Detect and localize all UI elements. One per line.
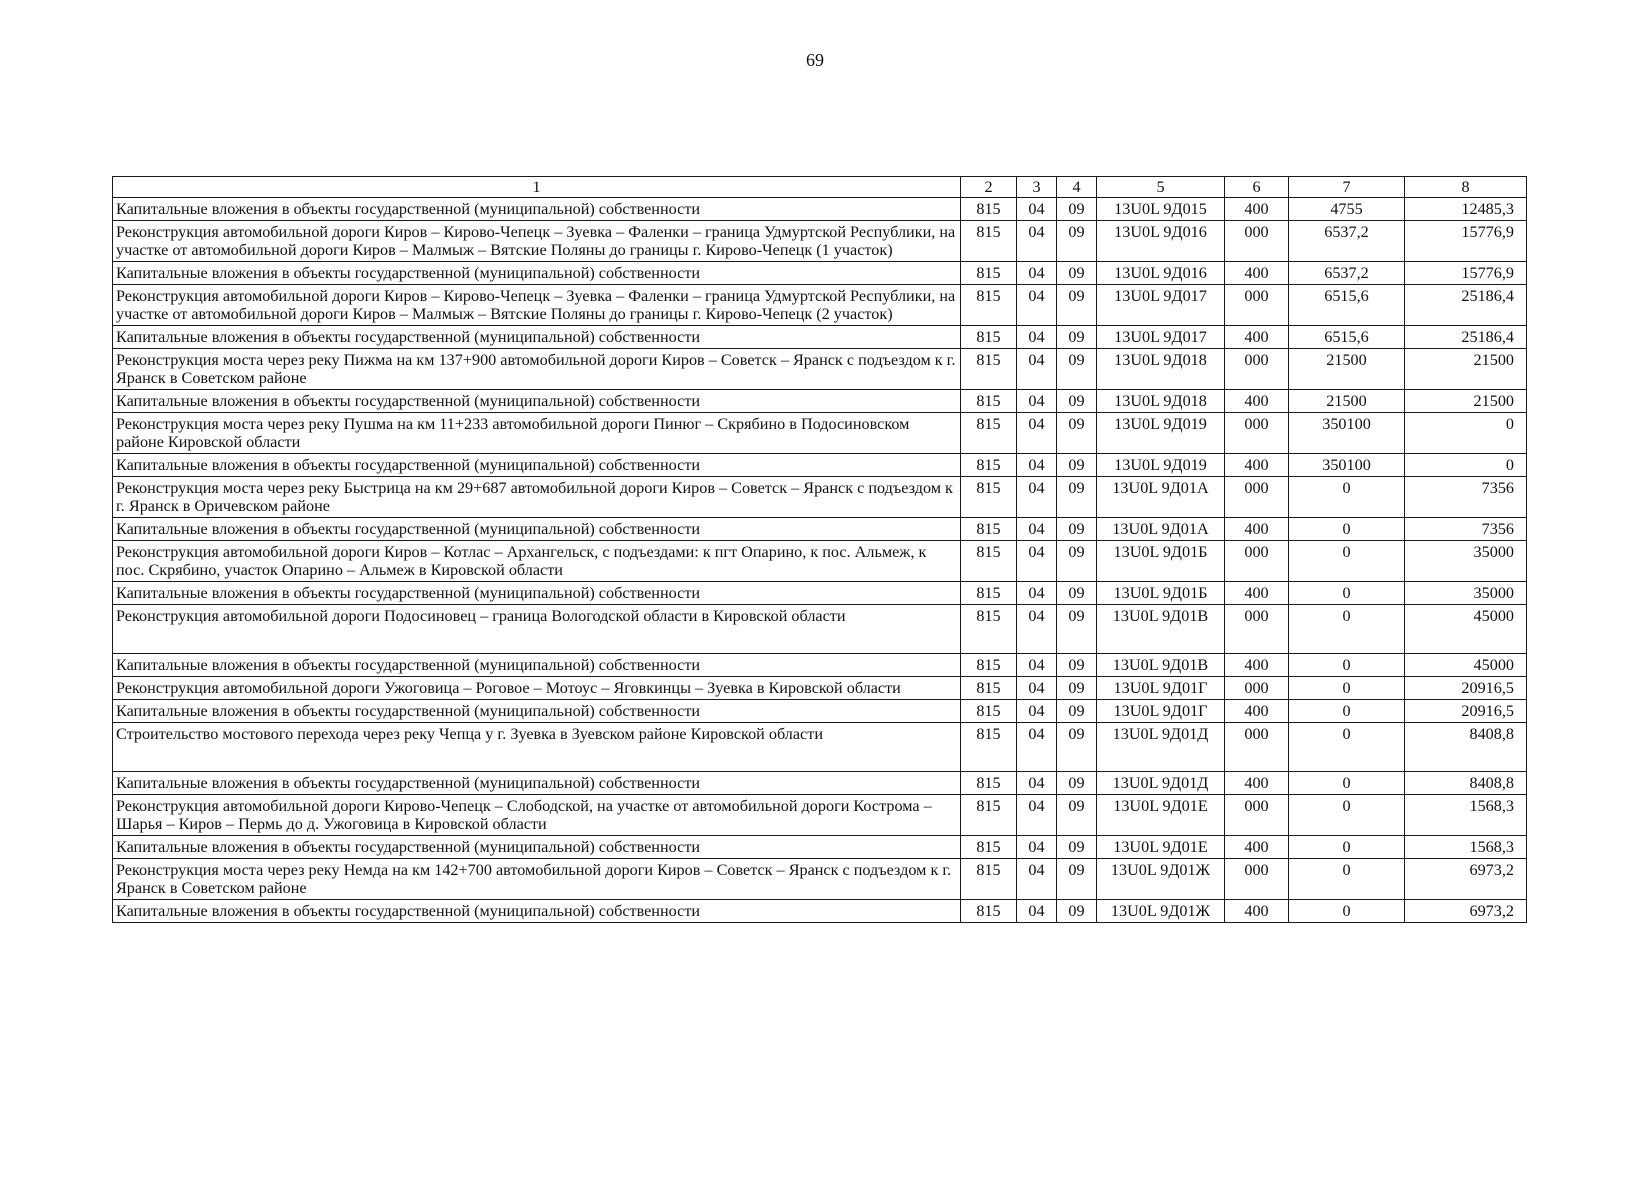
section-cell: 04 — [1017, 541, 1057, 582]
expense-type-cell: 000 — [1225, 413, 1289, 454]
amount-year-1-cell: 6515,6 — [1289, 285, 1405, 326]
target-article-cell: 13U0L 9Д018 — [1097, 390, 1225, 413]
target-article-cell: 13U0L 9Д01А — [1097, 518, 1225, 541]
table-row — [113, 221, 1527, 262]
expense-type-cell: 400 — [1225, 262, 1289, 285]
table-row — [113, 454, 1527, 477]
admin-code-cell: 815 — [961, 198, 1017, 221]
expense-type-cell: 000 — [1225, 677, 1289, 700]
admin-code-cell: 815 — [961, 454, 1017, 477]
table-row — [113, 723, 1527, 772]
target-article-cell: 13U0L 9Д016 — [1097, 262, 1225, 285]
admin-code-cell: 815 — [961, 326, 1017, 349]
subsection-cell: 09 — [1057, 413, 1097, 454]
admin-code-cell: 815 — [961, 900, 1017, 923]
amount-year-2-cell: 1568,3 — [1405, 836, 1527, 859]
table-row — [113, 285, 1527, 326]
amount-year-2-cell: 8408,8 — [1405, 723, 1527, 772]
table-header — [113, 177, 1527, 198]
target-article-cell: 13U0L 9Д01Д — [1097, 723, 1225, 772]
admin-code-cell: 815 — [961, 518, 1017, 541]
target-article-cell: 13U0L 9Д01В — [1097, 654, 1225, 677]
amount-year-1-cell: 21500 — [1289, 390, 1405, 413]
table-row — [113, 836, 1527, 859]
amount-year-2-cell: 6973,2 — [1405, 900, 1527, 923]
item-name-cell: Капитальные вложения в объекты государственной (муниципальной) собственности — [113, 518, 961, 541]
header-col-7: 7 — [1289, 177, 1405, 198]
item-name-cell: Капитальные вложения в объекты государственной (муниципальной) собственности — [113, 654, 961, 677]
admin-code-cell: 815 — [961, 349, 1017, 390]
item-name-cell: Реконструкция автомобильной дороги Киров – Котлас – Архангельск, с подъездами: к пгт Опарино, к пос. Альмеж, к пос. Скрябино, участок Опарино – Альмеж в Кировской области — [113, 541, 961, 582]
admin-code-cell: 815 — [961, 836, 1017, 859]
table-row — [113, 477, 1527, 518]
target-article-cell: 13U0L 9Д01Б — [1097, 582, 1225, 605]
table-body — [113, 198, 1527, 923]
table-row — [113, 413, 1527, 454]
item-name-cell: Капитальные вложения в объекты государственной (муниципальной) собственности — [113, 262, 961, 285]
budget-table-wrapper — [112, 176, 1526, 923]
admin-code-cell: 815 — [961, 413, 1017, 454]
item-name-cell: Капитальные вложения в объекты государственной (муниципальной) собственности — [113, 326, 961, 349]
admin-code-cell: 815 — [961, 221, 1017, 262]
amount-year-1-cell: 6537,2 — [1289, 221, 1405, 262]
amount-year-2-cell: 45000 — [1405, 605, 1527, 654]
section-cell: 04 — [1017, 198, 1057, 221]
item-name-cell: Реконструкция автомобильной дороги Подосиновец – граница Вологодской области в Кировской области — [113, 605, 961, 654]
expense-type-cell: 000 — [1225, 795, 1289, 836]
subsection-cell: 09 — [1057, 454, 1097, 477]
amount-year-1-cell: 21500 — [1289, 349, 1405, 390]
amount-year-1-cell: 0 — [1289, 723, 1405, 772]
subsection-cell: 09 — [1057, 541, 1097, 582]
item-name-cell: Реконструкция автомобильной дороги Кирово-Чепецк – Слободской, на участке от автомобильной дороги Кострома – Шарья – Киров – Пермь до д. Ужоговица в Кировской области — [113, 795, 961, 836]
amount-year-2-cell: 8408,8 — [1405, 772, 1527, 795]
amount-year-1-cell: 0 — [1289, 518, 1405, 541]
subsection-cell: 09 — [1057, 326, 1097, 349]
amount-year-2-cell: 35000 — [1405, 582, 1527, 605]
section-cell: 04 — [1017, 836, 1057, 859]
target-article-cell: 13U0L 9Д01Д — [1097, 772, 1225, 795]
amount-year-1-cell: 0 — [1289, 900, 1405, 923]
expense-type-cell: 000 — [1225, 859, 1289, 900]
subsection-cell: 09 — [1057, 605, 1097, 654]
amount-year-2-cell: 21500 — [1405, 349, 1527, 390]
target-article-cell: 13U0L 9Д01А — [1097, 477, 1225, 518]
admin-code-cell: 815 — [961, 390, 1017, 413]
expense-type-cell: 400 — [1225, 700, 1289, 723]
header-col-5: 5 — [1097, 177, 1225, 198]
amount-year-2-cell: 0 — [1405, 413, 1527, 454]
target-article-cell: 13U0L 9Д019 — [1097, 413, 1225, 454]
item-name-cell: Капитальные вложения в объекты государственной (муниципальной) собственности — [113, 582, 961, 605]
table-row — [113, 582, 1527, 605]
section-cell: 04 — [1017, 582, 1057, 605]
expense-type-cell: 000 — [1225, 349, 1289, 390]
item-name-cell: Капитальные вложения в объекты государственной (муниципальной) собственности — [113, 454, 961, 477]
table-row — [113, 262, 1527, 285]
header-col-8: 8 — [1405, 177, 1527, 198]
section-cell: 04 — [1017, 390, 1057, 413]
admin-code-cell: 815 — [961, 654, 1017, 677]
item-name-cell: Капитальные вложения в объекты государственной (муниципальной) собственности — [113, 900, 961, 923]
amount-year-1-cell: 0 — [1289, 772, 1405, 795]
target-article-cell: 13U0L 9Д019 — [1097, 454, 1225, 477]
section-cell: 04 — [1017, 772, 1057, 795]
amount-year-1-cell: 0 — [1289, 836, 1405, 859]
expense-type-cell: 400 — [1225, 198, 1289, 221]
admin-code-cell: 815 — [961, 605, 1017, 654]
expense-type-cell: 000 — [1225, 605, 1289, 654]
target-article-cell: 13U0L 9Д018 — [1097, 349, 1225, 390]
page-number: 69 — [806, 50, 824, 70]
amount-year-1-cell: 6537,2 — [1289, 262, 1405, 285]
item-name-cell: Строительство мостового перехода через реку Чепца у г. Зуевка в Зуевском районе Кировской области — [113, 723, 961, 772]
item-name-cell: Капитальные вложения в объекты государственной (муниципальной) собственности — [113, 772, 961, 795]
subsection-cell: 09 — [1057, 654, 1097, 677]
expense-type-cell: 400 — [1225, 390, 1289, 413]
target-article-cell: 13U0L 9Д015 — [1097, 198, 1225, 221]
table-row — [113, 390, 1527, 413]
admin-code-cell: 815 — [961, 285, 1017, 326]
amount-year-2-cell: 6973,2 — [1405, 859, 1527, 900]
subsection-cell: 09 — [1057, 582, 1097, 605]
expense-type-cell: 400 — [1225, 900, 1289, 923]
amount-year-2-cell: 7356 — [1405, 477, 1527, 518]
subsection-cell: 09 — [1057, 349, 1097, 390]
section-cell: 04 — [1017, 677, 1057, 700]
header-row — [113, 177, 1527, 198]
table-row — [113, 541, 1527, 582]
expense-type-cell: 000 — [1225, 477, 1289, 518]
item-name-cell: Реконструкция автомобильной дороги Киров – Кирово-Чепецк – Зуевка – Фаленки – граница Удмуртской Республики, на участке от автомобильной дороги Киров – Малмыж – Вятские Поляны до границы г. Кирово-Чепецк (1 участок) — [113, 221, 961, 262]
table-row — [113, 198, 1527, 221]
subsection-cell: 09 — [1057, 390, 1097, 413]
admin-code-cell: 815 — [961, 859, 1017, 900]
amount-year-2-cell: 21500 — [1405, 390, 1527, 413]
item-name-cell: Реконструкция автомобильной дороги Киров – Кирово-Чепецк – Зуевка – Фаленки – граница Удмуртской Республики, на участке от автомобильной дороги Киров – Малмыж – Вятские Поляны до границы г. Кирово-Чепецк (2 участок) — [113, 285, 961, 326]
target-article-cell: 13U0L 9Д01Г — [1097, 677, 1225, 700]
table-row — [113, 795, 1527, 836]
target-article-cell: 13U0L 9Д01В — [1097, 605, 1225, 654]
amount-year-1-cell: 4755 — [1289, 198, 1405, 221]
section-cell: 04 — [1017, 859, 1057, 900]
section-cell: 04 — [1017, 477, 1057, 518]
expense-type-cell: 400 — [1225, 326, 1289, 349]
amount-year-2-cell: 12485,3 — [1405, 198, 1527, 221]
item-name-cell: Реконструкция моста через реку Немда на км 142+700 автомобильной дороги Киров – Советск – Яранск с подъездом к г. Яранск в Советском районе — [113, 859, 961, 900]
admin-code-cell: 815 — [961, 677, 1017, 700]
section-cell: 04 — [1017, 221, 1057, 262]
subsection-cell: 09 — [1057, 859, 1097, 900]
amount-year-1-cell: 350100 — [1289, 454, 1405, 477]
target-article-cell: 13U0L 9Д01Ж — [1097, 859, 1225, 900]
admin-code-cell: 815 — [961, 262, 1017, 285]
table-row — [113, 772, 1527, 795]
amount-year-1-cell: 0 — [1289, 541, 1405, 582]
section-cell: 04 — [1017, 349, 1057, 390]
target-article-cell: 13U0L 9Д01Г — [1097, 700, 1225, 723]
item-name-cell: Капитальные вложения в объекты государственной (муниципальной) собственности — [113, 198, 961, 221]
section-cell: 04 — [1017, 413, 1057, 454]
item-name-cell: Реконструкция моста через реку Быстрица на км 29+687 автомобильной дороги Киров – Советск – Яранск с подъездом к г. Яранск в Оричевском районе — [113, 477, 961, 518]
admin-code-cell: 815 — [961, 541, 1017, 582]
amount-year-2-cell: 35000 — [1405, 541, 1527, 582]
target-article-cell: 13U0L 9Д01Е — [1097, 795, 1225, 836]
expense-type-cell: 000 — [1225, 285, 1289, 326]
amount-year-2-cell: 25186,4 — [1405, 285, 1527, 326]
section-cell: 04 — [1017, 518, 1057, 541]
expense-type-cell: 400 — [1225, 454, 1289, 477]
item-name-cell: Реконструкция моста через реку Пушма на км 11+233 автомобильной дороги Пинюг – Скрябино в Подосиновском районе Кировской области — [113, 413, 961, 454]
expense-type-cell: 400 — [1225, 518, 1289, 541]
amount-year-1-cell: 0 — [1289, 795, 1405, 836]
amount-year-2-cell: 25186,4 — [1405, 326, 1527, 349]
admin-code-cell: 815 — [961, 477, 1017, 518]
amount-year-2-cell: 1568,3 — [1405, 795, 1527, 836]
expense-type-cell: 000 — [1225, 723, 1289, 772]
admin-code-cell: 815 — [961, 582, 1017, 605]
target-article-cell: 13U0L 9Д01Е — [1097, 836, 1225, 859]
header-col-1: 1 — [113, 177, 961, 198]
expense-type-cell: 400 — [1225, 836, 1289, 859]
admin-code-cell: 815 — [961, 700, 1017, 723]
amount-year-1-cell: 0 — [1289, 582, 1405, 605]
table-row — [113, 349, 1527, 390]
item-name-cell: Реконструкция моста через реку Пижма на км 137+900 автомобильной дороги Киров – Советск – Яранск с подъездом к г. Яранск в Советском районе — [113, 349, 961, 390]
item-name-cell: Капитальные вложения в объекты государственной (муниципальной) собственности — [113, 700, 961, 723]
target-article-cell: 13U0L 9Д017 — [1097, 326, 1225, 349]
amount-year-2-cell: 15776,9 — [1405, 221, 1527, 262]
budget-table — [112, 176, 1527, 923]
expense-type-cell: 000 — [1225, 221, 1289, 262]
subsection-cell: 09 — [1057, 285, 1097, 326]
amount-year-1-cell: 0 — [1289, 605, 1405, 654]
subsection-cell: 09 — [1057, 518, 1097, 541]
admin-code-cell: 815 — [961, 795, 1017, 836]
subsection-cell: 09 — [1057, 477, 1097, 518]
amount-year-1-cell: 6515,6 — [1289, 326, 1405, 349]
table-row — [113, 677, 1527, 700]
section-cell: 04 — [1017, 654, 1057, 677]
admin-code-cell: 815 — [961, 723, 1017, 772]
table-row — [113, 518, 1527, 541]
table-row — [113, 700, 1527, 723]
subsection-cell: 09 — [1057, 198, 1097, 221]
section-cell: 04 — [1017, 326, 1057, 349]
amount-year-2-cell: 0 — [1405, 454, 1527, 477]
admin-code-cell: 815 — [961, 772, 1017, 795]
subsection-cell: 09 — [1057, 900, 1097, 923]
header-col-6: 6 — [1225, 177, 1289, 198]
subsection-cell: 09 — [1057, 677, 1097, 700]
section-cell: 04 — [1017, 454, 1057, 477]
target-article-cell: 13U0L 9Д01Ж — [1097, 900, 1225, 923]
section-cell: 04 — [1017, 700, 1057, 723]
amount-year-1-cell: 0 — [1289, 654, 1405, 677]
amount-year-2-cell: 15776,9 — [1405, 262, 1527, 285]
table-row — [113, 654, 1527, 677]
section-cell: 04 — [1017, 723, 1057, 772]
subsection-cell: 09 — [1057, 221, 1097, 262]
expense-type-cell: 400 — [1225, 582, 1289, 605]
header-col-3: 3 — [1017, 177, 1057, 198]
subsection-cell: 09 — [1057, 700, 1097, 723]
section-cell: 04 — [1017, 795, 1057, 836]
table-row — [113, 900, 1527, 923]
table-row — [113, 605, 1527, 654]
amount-year-1-cell: 350100 — [1289, 413, 1405, 454]
section-cell: 04 — [1017, 262, 1057, 285]
subsection-cell: 09 — [1057, 772, 1097, 795]
expense-type-cell: 400 — [1225, 654, 1289, 677]
item-name-cell: Капитальные вложения в объекты государственной (муниципальной) собственности — [113, 390, 961, 413]
item-name-cell: Капитальные вложения в объекты государственной (муниципальной) собственности — [113, 836, 961, 859]
table-row — [113, 326, 1527, 349]
section-cell: 04 — [1017, 900, 1057, 923]
amount-year-2-cell: 7356 — [1405, 518, 1527, 541]
section-cell: 04 — [1017, 285, 1057, 326]
subsection-cell: 09 — [1057, 262, 1097, 285]
expense-type-cell: 400 — [1225, 772, 1289, 795]
subsection-cell: 09 — [1057, 723, 1097, 772]
subsection-cell: 09 — [1057, 836, 1097, 859]
header-col-4: 4 — [1057, 177, 1097, 198]
section-cell: 04 — [1017, 605, 1057, 654]
target-article-cell: 13U0L 9Д017 — [1097, 285, 1225, 326]
amount-year-1-cell: 0 — [1289, 477, 1405, 518]
target-article-cell: 13U0L 9Д016 — [1097, 221, 1225, 262]
item-name-cell: Реконструкция автомобильной дороги Ужоговица – Роговое – Мотоус – Яговкинцы – Зуевка в Кировской области — [113, 677, 961, 700]
subsection-cell: 09 — [1057, 795, 1097, 836]
table-row — [113, 859, 1527, 900]
header-col-2: 2 — [961, 177, 1017, 198]
amount-year-1-cell: 0 — [1289, 859, 1405, 900]
amount-year-1-cell: 0 — [1289, 677, 1405, 700]
amount-year-1-cell: 0 — [1289, 700, 1405, 723]
target-article-cell: 13U0L 9Д01Б — [1097, 541, 1225, 582]
amount-year-2-cell: 20916,5 — [1405, 677, 1527, 700]
expense-type-cell: 000 — [1225, 541, 1289, 582]
amount-year-2-cell: 45000 — [1405, 654, 1527, 677]
amount-year-2-cell: 20916,5 — [1405, 700, 1527, 723]
